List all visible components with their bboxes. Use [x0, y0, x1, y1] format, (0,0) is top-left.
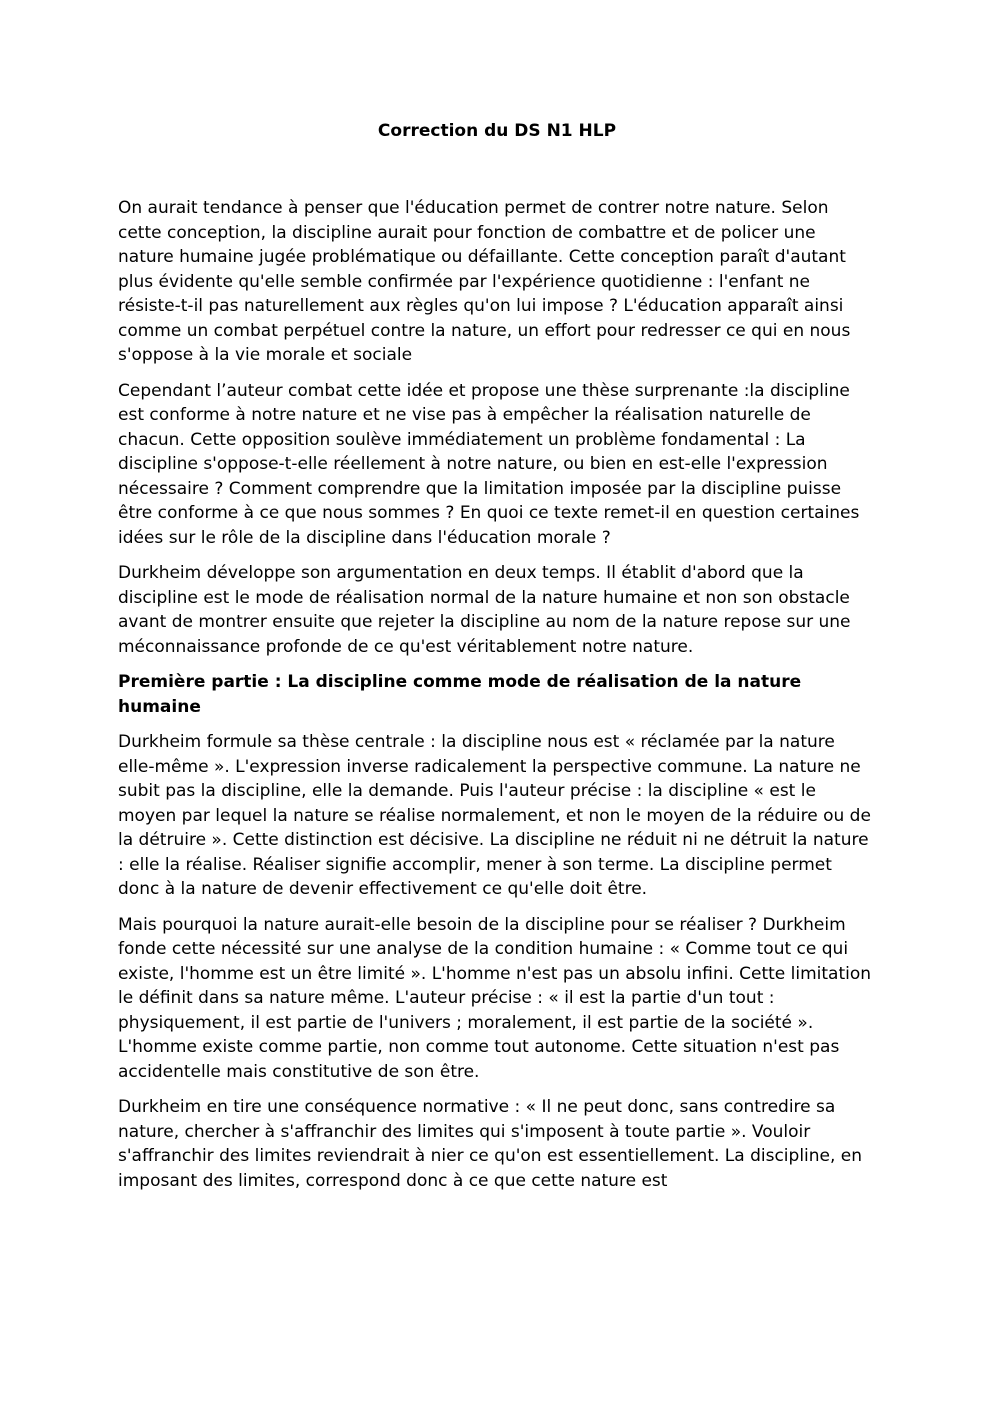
paragraph-central-thesis: Durkheim formule sa thèse centrale : la discipline nous est « réclamée par la nature elle-même ». L'expression inverse radicalement la perspective commune. La nature ne subit pas la discipline, elle la demande. Puis l'auteur précise : la discipline « est le moyen par lequel la nature se réalise normalement, et non le moyen de la réduire ou de la détruire ». Cette distinction est décisive. La discipline ne réduit ni ne détruit la nature : elle la réalise. Réaliser signifie accomplir, mener à son terme. La discipline permet donc à la nature de devenir effectivement ce qu'elle doit être. — [118, 732, 871, 899]
paragraph-intro-common-view: On aurait tendance à penser que l'éducation permet de contrer notre nature. Selon cette conception, la discipline aurait pour fonction de combattre et de policer une nature humaine jugée problématique ou défaillante. Cette conception paraît d'autant plus évidente qu'elle semble confirmée par l'expérience quotidienne : l'enfant ne résiste-t-il pas naturellement aux règles qu'on lui impose ? L'éducation apparaît ainsi comme un combat perpétuel contre la nature, un effort pour redresser ce qui en nous s'oppose à la vie morale et sociale — [118, 198, 851, 365]
paragraph-author-thesis: Cependant l’auteur combat cette idée et propose une thèse surprenante :la discipline est conforme à notre nature et ne vise pas à empêcher la réalisation naturelle de chacun. Cette opposition soulève immédiatement un problème fondamental : La discipline s'oppose-t-elle réellement à notre nature, ou bien en est-elle l'expression nécessaire ? Comment comprendre que la limitation imposée par la discipline puisse être conforme à ce que nous sommes ? En quoi ce texte remet-il en question certaines idées sur le rôle de la discipline dans l'éducation morale ? — [118, 380, 860, 548]
heading-first-part: Première partie : La discipline comme mode de réalisation de la nature humaine — [118, 672, 802, 717]
document-title: Correction du DS N1 HLP — [377, 121, 617, 141]
paragraph-normative-consequence: Durkheim en tire une conséquence normative : « Il ne peut donc, sans contredire sa nature, chercher à s'affranchir des limites qui s'imposent à toute partie ». Vouloir s'affranchir des limites reviendrait à nier ce qu'on est essentiellement. La discipline, en imposant des limites, correspond donc à ce que cette nature est — [118, 1097, 863, 1191]
paragraph-argument-plan: Durkheim développe son argumentation en deux temps. Il établit d'abord que la discipline est le mode de réalisation normal de la nature humaine et non son obstacle avant de montrer ensuite que rejeter la discipline au nom de la nature repose sur une méconnaissance profonde de ce qu'est véritablement notre nature. — [118, 563, 851, 657]
paragraph-human-condition: Mais pourquoi la nature aurait-elle besoin de la discipline pour se réaliser ? Durkheim fonde cette nécessité sur une analyse de la condition humaine : « Comme tout ce qui existe, l'homme est un être limité ». L'homme n'est pas un absolu infini. Cette limitation le définit dans sa nature même. L'auteur précise : « il est la partie d'un tout : physiquement, il est partie de l'univers ; moralement, il est partie de la société ». L'homme existe comme partie, non comme tout autonome. Cette situation n'est pas accidentelle mais constitutive de son être. — [118, 914, 872, 1082]
